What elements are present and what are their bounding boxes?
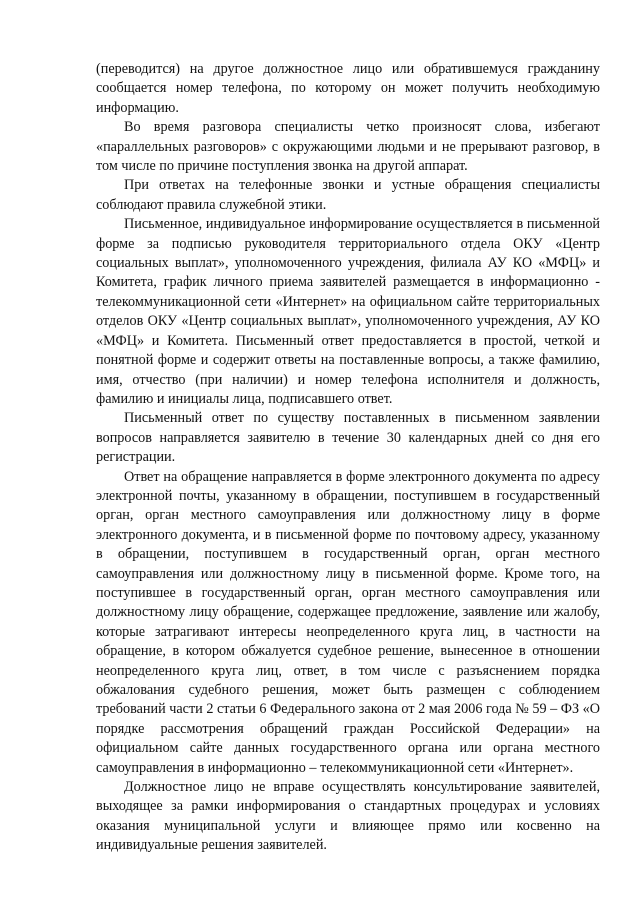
paragraph-phone-etiquette: Во время разговора специалисты четко произносят слова, избегают «параллельных разговоров» с окружающими людьми и не прерывают разговор, в том числе по причине поступления звонка на другой аппарат. (96, 119, 600, 175)
paragraph-continuation: (переводится) на другое должностное лицо или обратившемуся гражданину сообщается номер телефона, по которому он может получить необходимую информацию. (96, 61, 600, 116)
paragraph-response-deadline: Письменный ответ по существу поставленных в письменном заявлении вопросов направляется заявителю в течение 30 календарных дней со дня его регистрации. (96, 410, 600, 466)
document-body (96, 60, 600, 856)
paragraph-electronic-response: Ответ на обращение направляется в форме электронного документа по адресу электронной почты, указанному в обращении, поступившем в государственный орган, орган местного самоуправления или должностному лицу в форме электронного документа, и в письменной форме по почтовому адресу, указанному в обращении, поступившем в государственный орган, орган местного самоуправления или должностному лицу в письменной форме. Кроме того, на поступившее в государственный орган, орган местного самоуправления или должностному лицу обращение, содержащее предложение, заявление или жалобу, которые затрагивают интересы неопределенного круга лиц, в частности на обращение, в котором обжалуется судебное решение, вынесенное в отношении неопределенного круга лиц, ответ, в том числе с разъяснением порядка обжалования судебного решения, может быть размещен с соблюдением требований части 2 статьи 6 Федерального закона от 2 мая 2006 года № 59 – ФЗ «О порядке рассмотрения обращений граждан Российской Федерации» на официальном сайте данных государственного органа или органа местного самоуправления в информационно – телекоммуникационной сети «Интернет». (96, 468, 600, 776)
paragraph-written-informing: Письменное, индивидуальное информирование осуществляется в письменной форме за подписью руководителя территориального отдела ОКУ «Центр социальных выплат», уполномоченного учреждения, филиала АУ КО «МФЦ» и Комитета, график личного приема заявителей размещается в информационно - телекоммуникационной сети «Интернет» на официальном сайте территориальных отделов ОКУ «Центр социальных выплат», уполномоченного учреждения, АУ КО «МФЦ» и Комитета. Письменный ответ предоставляется в простой, четкой и понятной форме и содержит ответы на поставленные вопросы, а также фамилию, имя, отчество (при наличии) и номер телефона исполнителя и должность, фамилию и инициалы лица, подписавшего ответ. (96, 216, 600, 407)
paragraph-consulting-limits: Должностное лицо не вправе осуществлять консультирование заявителей, выходящее за рамки информирования о стандартных процедурах и условиях оказания муниципальной услуги и влияющее прямо или косвенно на индивидуальные решения заявителей. (96, 779, 600, 854)
paragraph-service-ethics: При ответах на телефонные звонки и устные обращения специалисты соблюдают правила служебной этики. (96, 177, 600, 213)
